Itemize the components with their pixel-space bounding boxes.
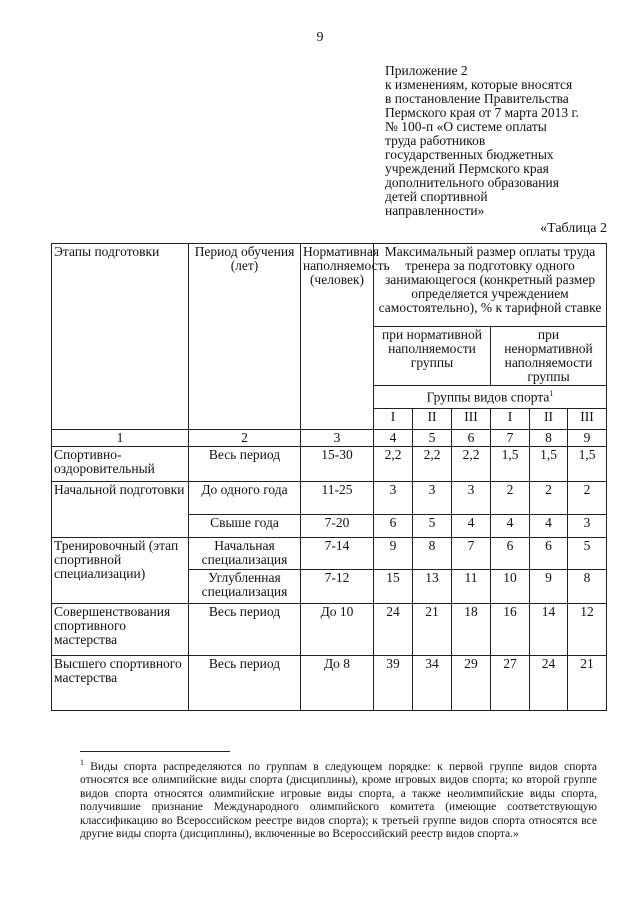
value-cell: 5: [413, 515, 452, 538]
column-number: 5: [413, 430, 452, 447]
norm-cell: 11-25: [301, 482, 374, 515]
value-cell: 8: [568, 570, 607, 604]
group-label: III: [568, 409, 607, 430]
table-reference: «Таблица 2: [540, 221, 607, 236]
value-cell: 2: [530, 482, 568, 515]
value-cell: 2,2: [413, 447, 452, 482]
value-cell: 3: [568, 515, 607, 538]
appendix-line: к изменениям, которые вносятся: [385, 77, 573, 92]
period-cell: Весь период: [189, 656, 301, 711]
value-cell: 5: [568, 538, 607, 570]
period-cell: Свыше года: [189, 515, 301, 538]
pay-rate-table: [51, 243, 607, 711]
value-cell: 4: [452, 515, 491, 538]
value-cell: 39: [374, 656, 413, 711]
group-label: III: [452, 409, 491, 430]
value-cell: 6: [530, 538, 568, 570]
appendix-line: дополнительного образования: [385, 175, 559, 190]
value-cell: 1,5: [530, 447, 568, 482]
value-cell: 16: [491, 604, 530, 656]
value-cell: 3: [413, 482, 452, 515]
value-cell: 27: [491, 656, 530, 711]
column-number: 7: [491, 430, 530, 447]
norm-cell: 15-30: [301, 447, 374, 482]
value-cell: 14: [530, 604, 568, 656]
value-cell: 6: [491, 538, 530, 570]
value-cell: 24: [530, 656, 568, 711]
value-cell: 21: [413, 604, 452, 656]
norm-cell: До 10: [301, 604, 374, 656]
value-cell: 10: [491, 570, 530, 604]
value-cell: 4: [530, 515, 568, 538]
stage-cell: Начальной подготовки: [52, 482, 189, 538]
value-cell: 2: [491, 482, 530, 515]
column-number: 1: [52, 430, 189, 447]
value-cell: 15: [374, 570, 413, 604]
stage-cell: Высшего спортивного мастерства: [52, 656, 189, 711]
value-cell: 2,2: [452, 447, 491, 482]
column-number: 2: [189, 430, 301, 447]
value-cell: 6: [374, 515, 413, 538]
sport-groups-label: Группы видов спорта: [426, 389, 550, 405]
header-sport-groups: [374, 386, 607, 409]
footnote-mark: 1: [80, 758, 84, 767]
header-normative: при нормативной наполняемости группы: [374, 327, 491, 386]
appendix-line: учреждений Пермского края: [385, 161, 549, 176]
value-cell: 8: [413, 538, 452, 570]
appendix-line: труда работников: [385, 133, 486, 148]
footnote: [80, 756, 597, 842]
value-cell: 34: [413, 656, 452, 711]
period-cell: Весь период: [189, 447, 301, 482]
value-cell: 18: [452, 604, 491, 656]
column-number: 3: [301, 430, 374, 447]
appendix-line: в постановление Правительства: [385, 91, 569, 106]
column-number: 4: [374, 430, 413, 447]
appendix-line: детей спортивной: [385, 189, 488, 204]
footnote-separator: [80, 751, 230, 752]
header-nonnormative: при ненормативной наполняемости группы: [491, 327, 607, 386]
value-cell: 2,2: [374, 447, 413, 482]
norm-cell: 7-14: [301, 538, 374, 570]
value-cell: 4: [491, 515, 530, 538]
value-cell: 1,5: [491, 447, 530, 482]
header-stages: Этапы подготовки: [52, 244, 189, 430]
value-cell: 3: [374, 482, 413, 515]
value-cell: 12: [568, 604, 607, 656]
column-number: 6: [452, 430, 491, 447]
page-number: 9: [316, 30, 324, 45]
stage-cell: Тренировочный (этап спортивной специализации): [52, 538, 189, 604]
footnote-text: Виды спорта распределяются по группам в следующем порядке: к первой группе видов спорта относятся все олимпийские виды спорта (дисциплины), кроме игровых видов спорта; ко второй группе видов спорта относятся олимпийские игровые виды спорта, а также неолимпийские виды спорта, получившие признание Международного олимпийского комитета (имеющие соответствующую классификацию во Всероссийском реестре видов спорта); к третьей группе видов спорта относятся все другие виды спорта (дисциплины), включенные во Всероссийский реестр видов спорта.»: [80, 760, 598, 841]
column-number: 9: [568, 430, 607, 447]
appendix-line: государственных бюджетных: [385, 147, 554, 162]
appendix-line: Пермского края от 7 марта 2013 г.: [385, 105, 579, 120]
stage-cell: Спортивно-оздоровительный: [52, 447, 189, 482]
norm-cell: 7-20: [301, 515, 374, 538]
appendix-line: № 100-п «О системе оплаты: [385, 119, 547, 134]
value-cell: 13: [413, 570, 452, 604]
value-cell: 7: [452, 538, 491, 570]
period-cell: Начальная специализация: [189, 538, 301, 570]
stage-cell: Совершенствования спортивного мастерства: [52, 604, 189, 656]
value-cell: 3: [452, 482, 491, 515]
header-period: Период обучения (лет): [189, 244, 301, 430]
group-label: II: [530, 409, 568, 430]
column-number: 8: [530, 430, 568, 447]
value-cell: 29: [452, 656, 491, 711]
header-max-pay: Максимальный размер оплаты труда тренера за подготовку одного занимающегося (конкретный размер определяется учреждением самостоятельно), % к тарифной ставке: [374, 244, 607, 327]
appendix-line: направленности»: [385, 203, 485, 218]
value-cell: 1,5: [568, 447, 607, 482]
group-label: I: [491, 409, 530, 430]
footnote-ref: 1: [549, 389, 554, 398]
period-cell: Весь период: [189, 604, 301, 656]
value-cell: 2: [568, 482, 607, 515]
value-cell: 21: [568, 656, 607, 711]
group-label: II: [413, 409, 452, 430]
value-cell: 24: [374, 604, 413, 656]
value-cell: 11: [452, 570, 491, 604]
period-cell: Углубленная специализация: [189, 570, 301, 604]
period-cell: До одного года: [189, 482, 301, 515]
appendix-heading: [385, 64, 615, 218]
value-cell: 9: [530, 570, 568, 604]
norm-cell: До 8: [301, 656, 374, 711]
group-label: I: [374, 409, 413, 430]
header-norm: Нормативная наполняемость (человек): [301, 244, 374, 430]
norm-cell: 7-12: [301, 570, 374, 604]
value-cell: 9: [374, 538, 413, 570]
appendix-line: Приложение 2: [385, 63, 468, 78]
